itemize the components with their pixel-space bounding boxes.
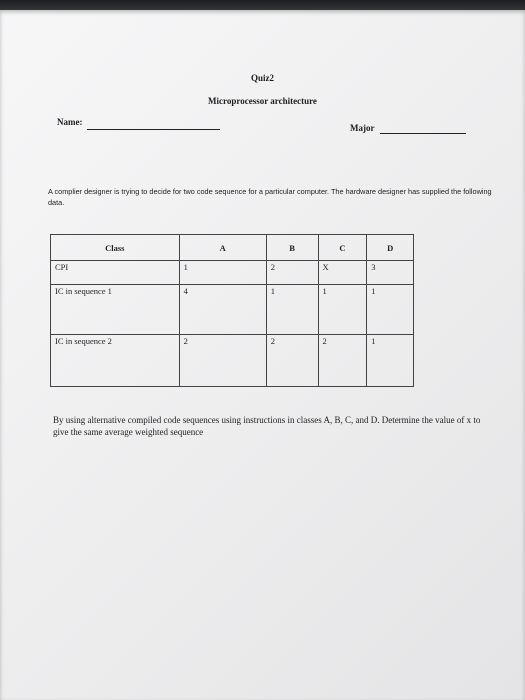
table-row [51,335,414,387]
table-cell: 2 [266,335,318,387]
table-cell: 3 [367,261,414,285]
table-cell: 1 [179,261,266,285]
table-cell: 2 [179,335,266,387]
table-cell: 1 [318,285,367,335]
name-label: Name: [57,117,83,127]
header-cell: A [179,235,266,261]
quiz-title: Quiz2 [250,73,274,83]
name-blank-line [87,129,220,130]
data-table [50,234,414,387]
table-header-row [51,235,414,261]
table-cell: CPI [51,261,180,285]
table-cell: 1 [367,335,414,387]
header-cell: B [266,235,318,261]
table-cell: 1 [367,285,414,335]
problem-intro: A complier designer is trying to decide for two code sequence for a particular computer. The hardware designer has supplied the following data. [48,187,492,207]
table-row [51,285,414,335]
major-blank-line [380,133,466,134]
table-cell: 1 [266,285,318,335]
question-text: By using alternative compiled code sequences using instructions in classes A, B, C, and D. Determine the value of x to give the same average weighted sequence [53,415,481,437]
table-cell: X [318,261,367,285]
header-cell: Class [51,235,180,261]
header-cell: C [318,235,367,261]
table-cell: IC in sequence 1 [51,285,180,335]
major-label: Major [350,123,375,133]
table-cell: 2 [318,335,367,387]
table-cell: 4 [179,285,266,335]
table-cell: IC in sequence 2 [51,335,180,387]
header-cell: D [367,235,414,261]
table-row [51,261,414,285]
course-subject: Microprocessor architecture [208,96,317,106]
table-cell: 2 [266,261,318,285]
